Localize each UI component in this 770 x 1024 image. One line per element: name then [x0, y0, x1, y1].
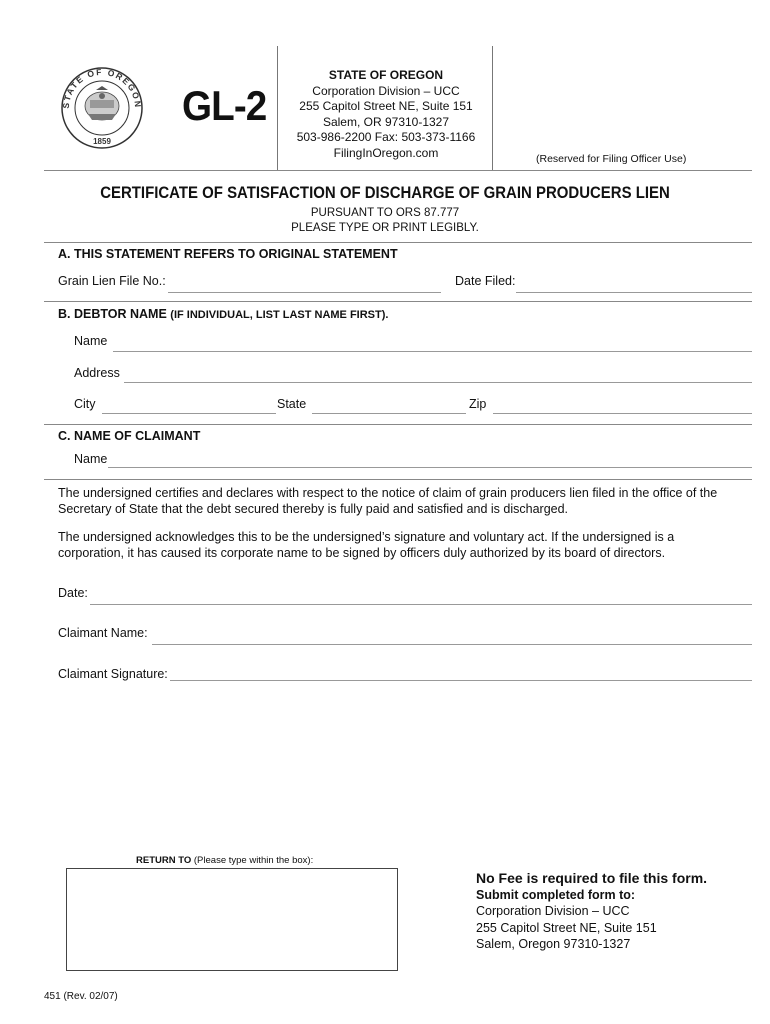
grain-lien-file-no-label: Grain Lien File No.:	[58, 274, 166, 288]
form-revision: 451 (Rev. 02/07)	[44, 991, 118, 1002]
return-to-heading: RETURN TO	[136, 855, 192, 866]
declaration-rule	[44, 479, 752, 480]
agency-line: 503-986-2200 Fax: 503-373-1166	[296, 130, 476, 144]
no-fee-notice: No Fee is required to file this form.	[476, 870, 708, 886]
debtor-zip-label: Zip	[469, 397, 487, 411]
signature-date-label: Date:	[58, 586, 88, 600]
agency-line: FilingInOregon.com	[333, 145, 439, 160]
submit-address-line: 255 Capitol Street NE, Suite 151	[476, 920, 657, 935]
header-divider-left	[277, 46, 278, 171]
section-b-rule	[44, 301, 752, 302]
agency-line: Corporation Division – UCC	[312, 83, 460, 98]
date-filed-label: Date Filed:	[455, 274, 516, 288]
form-subtitle-statute: PURSUANT TO ORS 87.777	[310, 207, 460, 219]
return-to-box[interactable]	[66, 868, 398, 971]
header-bottom-rule	[44, 170, 752, 171]
debtor-name-field[interactable]	[113, 351, 752, 352]
submit-to-heading: Submit completed form to:	[476, 887, 636, 902]
section-c-heading: C. NAME OF CLAIMANT	[58, 429, 201, 443]
debtor-address-field[interactable]	[124, 382, 752, 383]
reserved-for-filing-officer: (Reserved for Filing Officer Use)	[536, 153, 687, 165]
date-filed-field[interactable]	[516, 292, 752, 293]
submit-address-line: Salem, Oregon 97310-1327	[476, 937, 631, 951]
form-subtitle-instruction: PLEASE TYPE OR PRINT LEGIBLY.	[291, 222, 479, 234]
debtor-zip-field[interactable]	[493, 413, 752, 414]
signature-date-field[interactable]	[90, 604, 752, 605]
declaration-paragraph-2: The undersigned acknowledges this to be the undersigned’s signature and voluntary act. If the undersigned is a corporation, it has caused its corporate name to be signed by officers duly authorized by its board of directors.	[58, 530, 675, 560]
section-c-rule	[44, 424, 752, 425]
section-b-note: (IF INDIVIDUAL, LIST LAST NAME FIRST).	[170, 309, 389, 321]
debtor-city-label: City	[74, 397, 96, 411]
claimant-signature-field[interactable]	[170, 680, 752, 681]
section-b-heading	[58, 307, 388, 321]
form-number: GL-2	[182, 82, 267, 129]
submit-instructions	[476, 870, 707, 953]
grain-lien-file-no-field[interactable]	[168, 292, 441, 293]
debtor-name-label: Name	[74, 334, 108, 348]
seal-text-top: STATE OF OREGON	[60, 66, 144, 109]
declaration-paragraph-1: The undersigned certifies and declares with respect to the notice of claim of grain producers lien filed in the office of the Secretary of State that the debt secured thereby is fully paid and satisfied and is discharged.	[58, 486, 718, 516]
section-b-title: B. DEBTOR NAME	[58, 307, 167, 321]
return-to-label	[136, 855, 313, 866]
agency-line: 255 Capitol Street NE, Suite 151	[299, 99, 473, 113]
oregon-state-seal	[60, 66, 144, 150]
debtor-address-label: Address	[74, 366, 120, 380]
header-divider-right	[492, 46, 493, 171]
claimant-name-label: Name	[74, 452, 108, 466]
form-title: CERTIFICATE OF SATISFACTION OF DISCHARGE OF GRAIN PRODUCERS LIEN	[100, 183, 670, 202]
debtor-state-label: State	[277, 397, 307, 411]
seal-year: 1859	[93, 137, 111, 146]
claimant-name-sign-field[interactable]	[152, 644, 752, 645]
return-to-note: (Please type within the box):	[193, 855, 314, 866]
section-a-heading: A. THIS STATEMENT REFERS TO ORIGINAL STATEMENT	[58, 247, 398, 261]
agency-line: Salem, OR 97310-1327	[322, 114, 450, 129]
section-a-rule	[44, 242, 752, 243]
agency-name: STATE OF OREGON	[328, 68, 444, 82]
debtor-state-field[interactable]	[312, 413, 466, 414]
submit-address-line: Corporation Division – UCC	[476, 904, 630, 918]
debtor-city-field[interactable]	[102, 413, 276, 414]
claimant-signature-label: Claimant Signature:	[58, 667, 168, 681]
agency-address-block	[280, 68, 492, 161]
claimant-name-field[interactable]	[108, 467, 752, 468]
claimant-name-sign-label: Claimant Name:	[58, 626, 148, 640]
